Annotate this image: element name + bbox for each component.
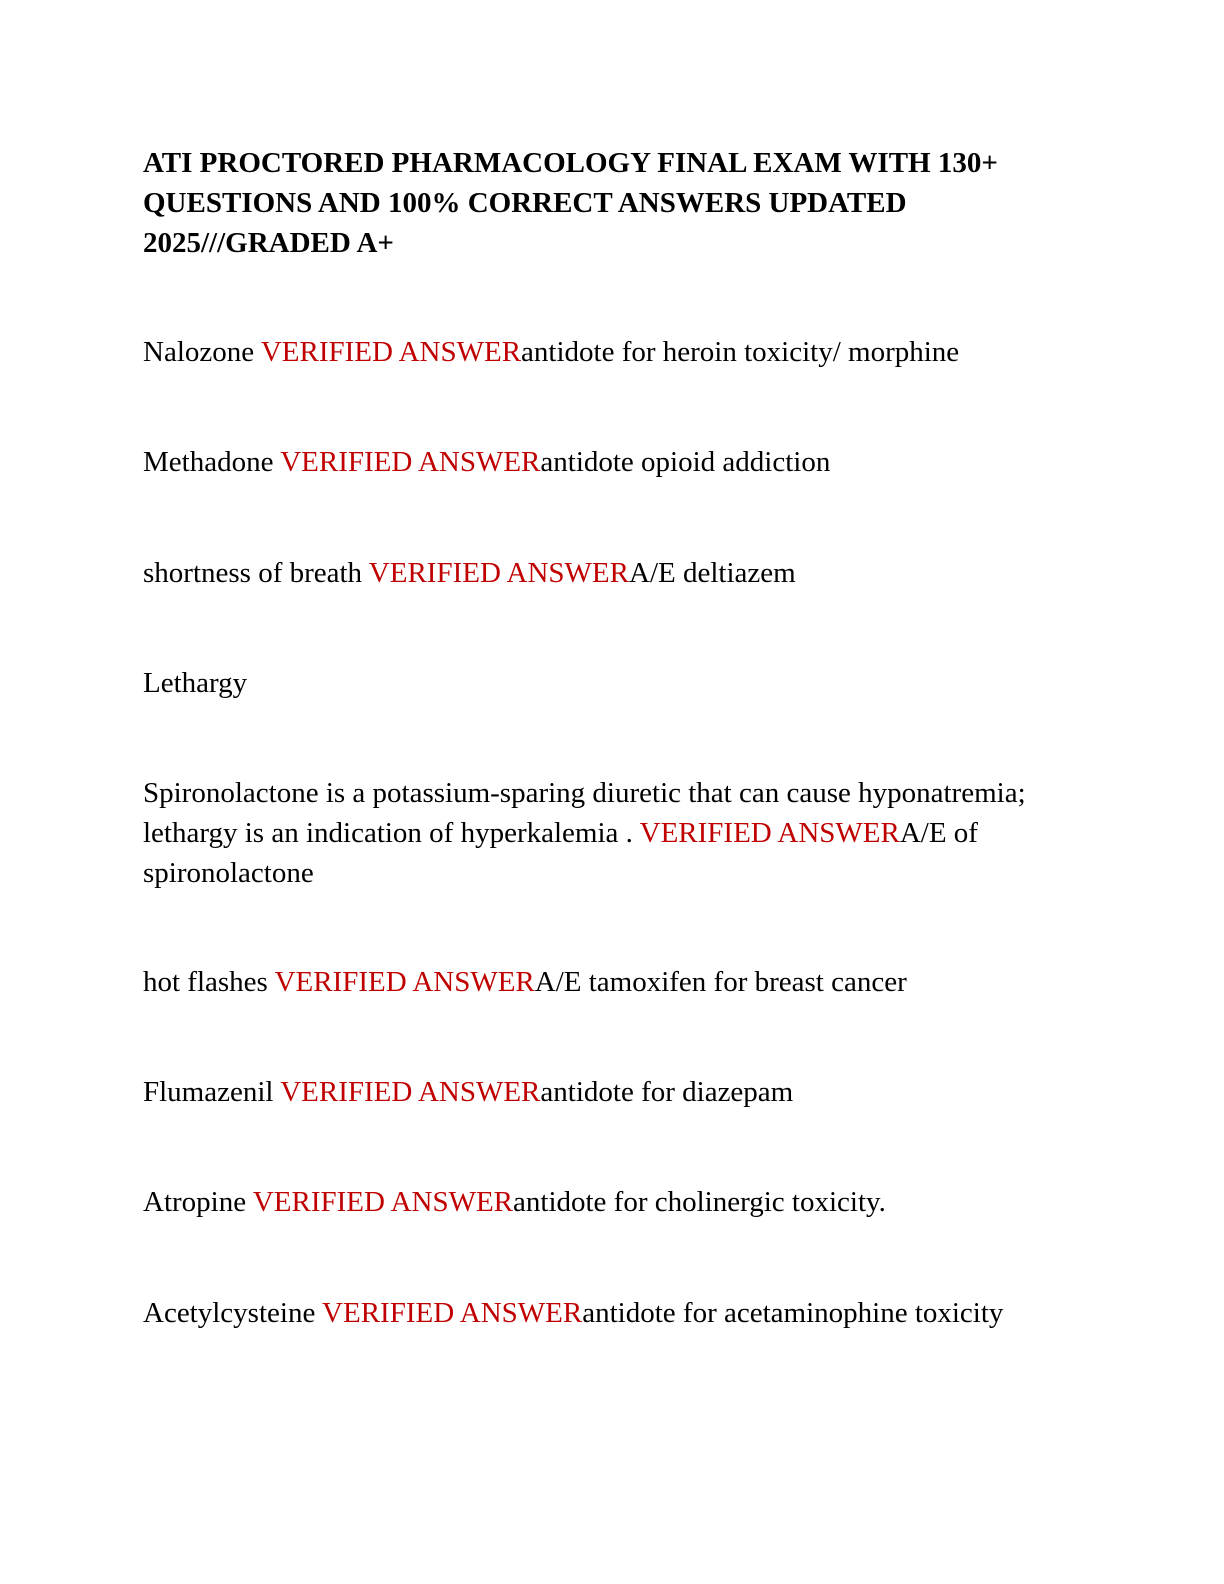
entry-lethargy: [143, 663, 1083, 703]
entry-term: Methadone: [143, 446, 281, 478]
entry-answer: antidote for heroin toxicity/ morphine: [521, 336, 960, 368]
entry-answer: antidote for cholinergic toxicity.: [513, 1186, 886, 1218]
entry-answer: antidote for diazepam: [540, 1076, 794, 1108]
entry-methadone: [143, 442, 1083, 482]
verified-answer-label: VERIFIED ANSWER: [260, 336, 522, 368]
entry-acetylcysteine: [143, 1293, 1083, 1333]
entry-answer: A/E of spironolactone: [143, 817, 978, 889]
entry-term: shortness of breath: [143, 557, 369, 589]
entry-term: Flumazenil: [143, 1076, 281, 1108]
entry-term: Spironolactone is a potassium-sparing diuretic that can cause hyponatremia; lethargy is an indication of hyperkalemia .: [143, 777, 1026, 849]
entry-answer: antidote opioid addiction: [540, 446, 831, 478]
entry-term: hot flashes: [143, 966, 275, 998]
document-title: ATI PROCTORED PHARMACOLOGY FINAL EXAM WITH 130+ QUESTIONS AND 100% CORRECT ANSWERS UPDATED 2025///GRADED A+: [143, 147, 998, 259]
entry-answer: A/E deltiazem: [629, 557, 796, 589]
entry-answer: antidote for acetaminophine toxicity: [582, 1297, 1004, 1329]
entry-spironolactone: [143, 773, 1083, 893]
entry-term: Atropine: [143, 1186, 253, 1218]
entry-shortness-of-breath: [143, 553, 1083, 593]
entry-term: Lethargy: [143, 667, 248, 699]
entry-flumazenil: [143, 1072, 1083, 1112]
verified-answer-label: VERIFIED ANSWER: [280, 1076, 541, 1108]
verified-answer-label: VERIFIED ANSWER: [274, 966, 535, 998]
entry-term: Nalozone: [143, 336, 261, 368]
verified-answer-label: VERIFIED ANSWER: [280, 446, 541, 478]
verified-answer-label: VERIFIED ANSWER: [368, 557, 629, 589]
entry-atropine: [143, 1182, 1083, 1222]
entry-answer: A/E tamoxifen for breast cancer: [534, 966, 907, 998]
verified-answer-label: VERIFIED ANSWER: [639, 817, 900, 849]
entry-nalozone: [143, 332, 1083, 372]
verified-answer-label: VERIFIED ANSWER: [252, 1186, 514, 1218]
entry-term: Acetylcysteine: [143, 1297, 323, 1329]
entry-hot-flashes: [143, 962, 1083, 1002]
verified-answer-label: VERIFIED ANSWER: [322, 1297, 583, 1329]
